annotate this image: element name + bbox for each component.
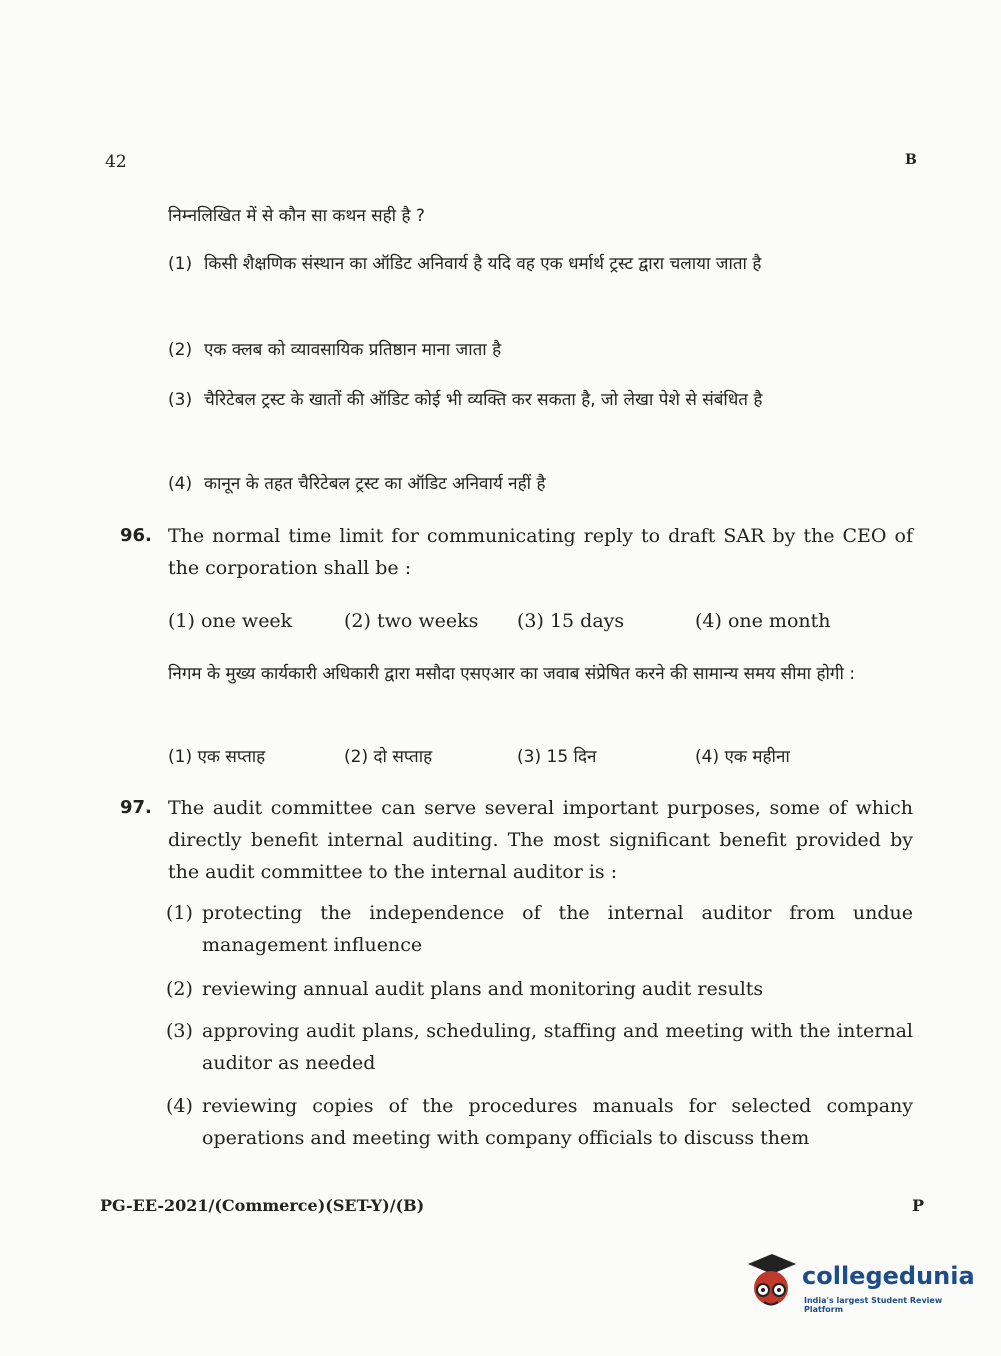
logo-name: collegedunia: [802, 1262, 975, 1290]
option-number: (2): [168, 340, 193, 360]
footer-right-mark: P: [912, 1196, 925, 1215]
question-number-96: 96.: [120, 525, 152, 546]
option-text: reviewing annual audit plans and monitoring audit results: [202, 978, 764, 1000]
option-text: दो सप्ताह: [373, 747, 433, 767]
q97-text-en: The audit committee can serve several important purposes, some of which directly benefit internal auditing. The most significant benefit provided by the audit committee to the internal auditor is :: [168, 797, 913, 883]
collegedunia-logo[interactable]: [742, 1250, 975, 1320]
q97-option-1: [166, 897, 913, 961]
option-number: (1): [168, 254, 193, 274]
q96-options-en: [168, 605, 913, 637]
option-number: (4): [695, 610, 722, 632]
q96-option-hi-2: [344, 741, 517, 773]
option-number: (4): [695, 747, 720, 767]
option-text: एक सप्ताह: [197, 747, 266, 767]
q96-option-3: [517, 605, 695, 637]
q96-text-hi: निगम के मुख्य कार्यकारी अधिकारी द्वारा मसौदा एसएआर का जवाब संप्रेषित करने की सामान्य समय सीमा होगी :: [168, 664, 855, 684]
q96-option-hi-1: [168, 741, 344, 773]
option-text: 15 days: [549, 610, 625, 632]
option-text: approving audit plans, scheduling, staffing and meeting with the internal auditor as needed: [202, 1020, 913, 1074]
q96-text-en: The normal time limit for communicating reply to draft SAR by the CEO of the corporation shall be :: [168, 525, 913, 579]
footer-code: PG-EE-2021/(Commerce)(SET-Y)/(B): [100, 1196, 425, 1215]
option-number: (4): [166, 1095, 193, 1117]
q96-option-hi-3: [517, 741, 695, 773]
q96-options-hi: [168, 741, 913, 773]
q97-option-2: [166, 973, 913, 1005]
q97-option-4: [166, 1090, 913, 1154]
option-text: two weeks: [376, 610, 479, 632]
option-text: एक क्लब को व्यावसायिक प्रतिष्ठान माना जाता है: [204, 340, 502, 360]
option-number: (4): [168, 474, 193, 494]
option-number: (3): [168, 390, 193, 410]
q96-option-2: [344, 605, 517, 637]
option-text: one month: [727, 610, 831, 632]
mascot-icon: [742, 1250, 800, 1312]
option-text: एक महीना: [724, 747, 790, 767]
q96-option-hi-4: [695, 741, 790, 773]
prev-question-prompt: निम्नलिखित में से कौन सा कथन सही है ?: [168, 206, 425, 226]
option-number: (2): [344, 610, 371, 632]
prev-option-2: [168, 334, 913, 366]
option-text: protecting the independence of the internal auditor from undue management influence: [202, 902, 913, 956]
prev-option-3: [168, 384, 913, 416]
option-number: (2): [166, 978, 193, 1000]
option-number: (3): [166, 1020, 193, 1042]
option-number: (1): [168, 610, 195, 632]
option-text: चैरिटेबल ट्रस्ट के खातों की ऑडिट कोई भी व्यक्ति कर सकता है, जो लेखा पेशे से संबंधित है: [204, 390, 763, 410]
option-text: one week: [200, 610, 293, 632]
prev-option-4: [168, 468, 913, 500]
page-number: 42: [105, 152, 127, 172]
option-text: कानून के तहत चैरिटेबल ट्रस्ट का ऑडिट अनिवार्य नहीं है: [204, 474, 546, 494]
option-number: (3): [517, 610, 544, 632]
option-text: reviewing copies of the procedures manuals for selected company operations and meeting with company officials to discuss them: [202, 1095, 913, 1149]
corner-mark: B: [905, 152, 917, 168]
option-number: (1): [166, 902, 193, 924]
option-number: (3): [517, 747, 542, 767]
option-number: (1): [168, 747, 193, 767]
option-text: किसी शैक्षणिक संस्थान का ऑडिट अनिवार्य है यदि वह एक धर्मार्थ ट्रस्ट द्वारा चलाया जाता है: [204, 254, 762, 274]
q97-option-3: [166, 1015, 913, 1079]
option-number: (2): [344, 747, 369, 767]
question-number-97: 97.: [120, 797, 152, 818]
option-text: 15 दिन: [546, 747, 597, 767]
logo-tagline: India's largest Student Review Platform: [804, 1296, 943, 1314]
q96-option-1: [168, 605, 344, 637]
prev-option-1: [168, 248, 913, 280]
q96-option-4: [695, 605, 831, 637]
